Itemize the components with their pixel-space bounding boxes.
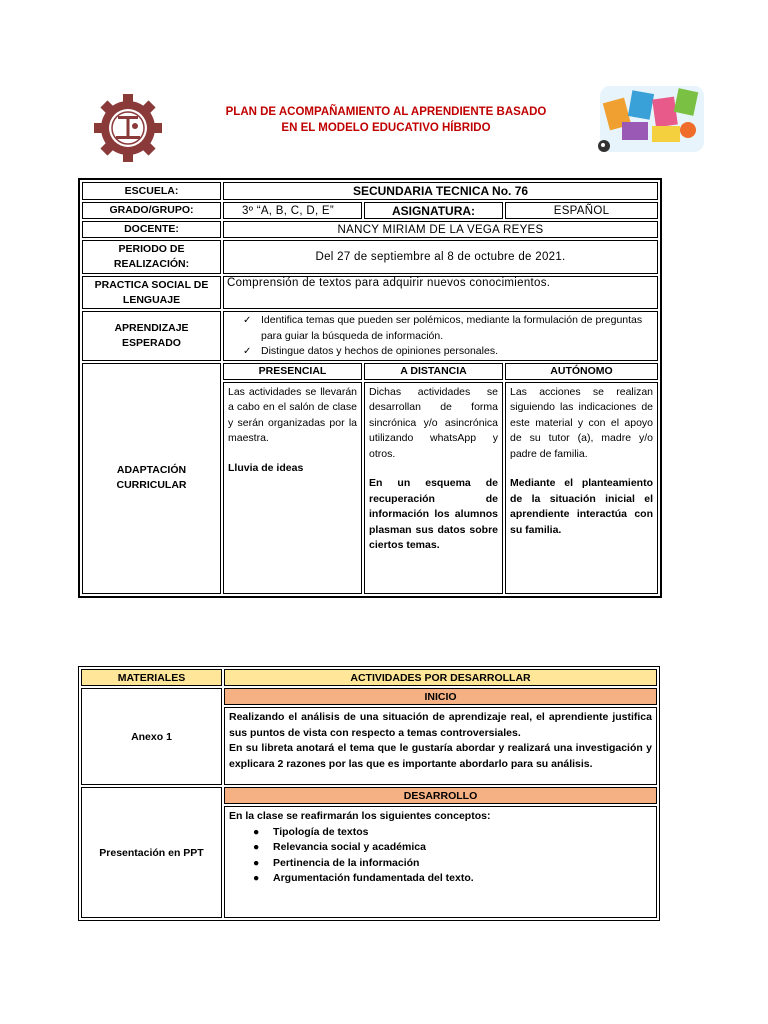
- bullet-icon: ●: [253, 856, 260, 869]
- practica-value: Comprensión de textos para adquirir nuevos conocimientos.: [223, 276, 658, 309]
- autonomo-text: Las acciones se realizan siguiendo las indicaciones de este material y con el apoyo de su tutor (a), madre y/o padre de familia.: [510, 385, 654, 460]
- desarrollo-material: Presentación en PPT: [81, 787, 222, 918]
- docente-label: DOCENTE:: [82, 221, 221, 238]
- aprendizaje-cell: [223, 311, 658, 361]
- plan-info-table: [78, 178, 662, 598]
- escuela-label: ESCUELA:: [82, 182, 221, 200]
- list-item: ● Tipología de textos: [273, 825, 652, 841]
- document-title: [200, 104, 572, 136]
- concept-list: [229, 825, 652, 887]
- check-icon: ✓: [243, 315, 252, 326]
- inicio-material: Anexo 1: [81, 688, 222, 785]
- list-item: ● Pertinencia de la información: [273, 856, 652, 872]
- presencial-text: Las actividades se llevarán a cabo en el salón de clase y serán organizadas por la maestra.: [228, 385, 357, 444]
- practica-label: PRACTICA SOCIAL DE LENGUAJE: [82, 276, 221, 309]
- list-item: ● Argumentación fundamentada del texto.: [273, 871, 652, 887]
- aprendizaje-item: ✓ Identifica temas que pueden ser polémicos, mediante la formulación de preguntas para guiar la búsqueda de información.: [243, 314, 643, 342]
- bullet-icon: ●: [253, 825, 260, 838]
- aprendizaje-label: APRENDIZAJE ESPERADO: [82, 311, 221, 361]
- desarrollo-intro: En la clase se reafirmarán los siguientes conceptos:: [229, 810, 491, 822]
- title-line-1: PLAN DE ACOMPAÑAMIENTO AL APRENDIENTE BASADO: [225, 106, 547, 118]
- autonomo-bold: Mediante el planteamiento de la situación inicial el aprendiente interactúa con su familia.: [510, 477, 654, 536]
- page-header: [0, 0, 768, 175]
- inicio-paragraph-2: En su libreta anotará el tema que le gustaría abordar y realizará una investigación y explicara 2 razones por las que es importante abordarlo para su análisis.: [229, 742, 652, 770]
- presencial-header: PRESENCIAL: [223, 363, 362, 380]
- distancia-header: A DISTANCIA: [364, 363, 503, 380]
- school-gear-logo: [92, 92, 164, 164]
- inicio-content: [224, 707, 657, 785]
- inicio-header: INICIO: [224, 688, 657, 705]
- presencial-bold: Lluvia de ideas: [228, 461, 304, 474]
- aprendizaje-item: ✓ Distingue datos y hechos de opiniones personales.: [261, 344, 654, 360]
- distancia-bold: En un esquema de recuperación de información los alumnos plasman sus datos sobre ciertos temas.: [369, 477, 498, 551]
- docente-value: NANCY MIRIAM DE LA VEGA REYES: [223, 221, 658, 238]
- adaptacion-label: ADAPTACIÓN CURRICULAR: [82, 363, 221, 594]
- periodo-label: PERIODO DE REALIZACIÓN:: [82, 240, 221, 274]
- check-icon: ✓: [243, 346, 252, 357]
- bullet-icon: ●: [253, 841, 260, 853]
- distancia-text: Dichas actividades se desarrollan de forma sincrónica y/o asincrónica utilizando whatsApp y otros.: [369, 385, 498, 460]
- materiales-header: MATERIALES: [81, 669, 222, 686]
- asignatura-label: ASIGNATURA:: [364, 202, 503, 219]
- presencial-cell: [223, 382, 362, 594]
- desarrollo-header: DESARROLLO: [224, 787, 657, 804]
- education-collage-image: [592, 80, 710, 160]
- grado-value: 3º “A, B, C, D, E”: [223, 202, 362, 219]
- list-item: ● Relevancia social y académica: [273, 840, 652, 856]
- aprendizaje-list: [227, 313, 654, 360]
- inicio-paragraph-1: Realizando el análisis de una situación de aprendizaje real, el aprendiente justifica sus puntos de vista con respecto a temas controversiales.: [229, 711, 652, 739]
- actividades-header: ACTIVIDADES POR DESARROLLAR: [224, 669, 657, 686]
- autonomo-header: AUTÓNOMO: [505, 363, 658, 380]
- activities-table: [78, 666, 660, 921]
- title-line-2: EN EL MODELO EDUCATIVO HÍBRIDO: [281, 122, 491, 134]
- periodo-value: Del 27 de septiembre al 8 de octubre de 2021.: [223, 240, 658, 274]
- distancia-cell: [364, 382, 503, 594]
- bullet-icon: ●: [253, 872, 260, 884]
- asignatura-value: ESPAÑOL: [505, 202, 658, 219]
- desarrollo-content: [224, 806, 657, 918]
- escuela-value: SECUNDARIA TECNICA No. 76: [223, 182, 658, 200]
- autonomo-cell: [505, 382, 658, 594]
- grado-label: GRADO/GRUPO:: [82, 202, 221, 219]
